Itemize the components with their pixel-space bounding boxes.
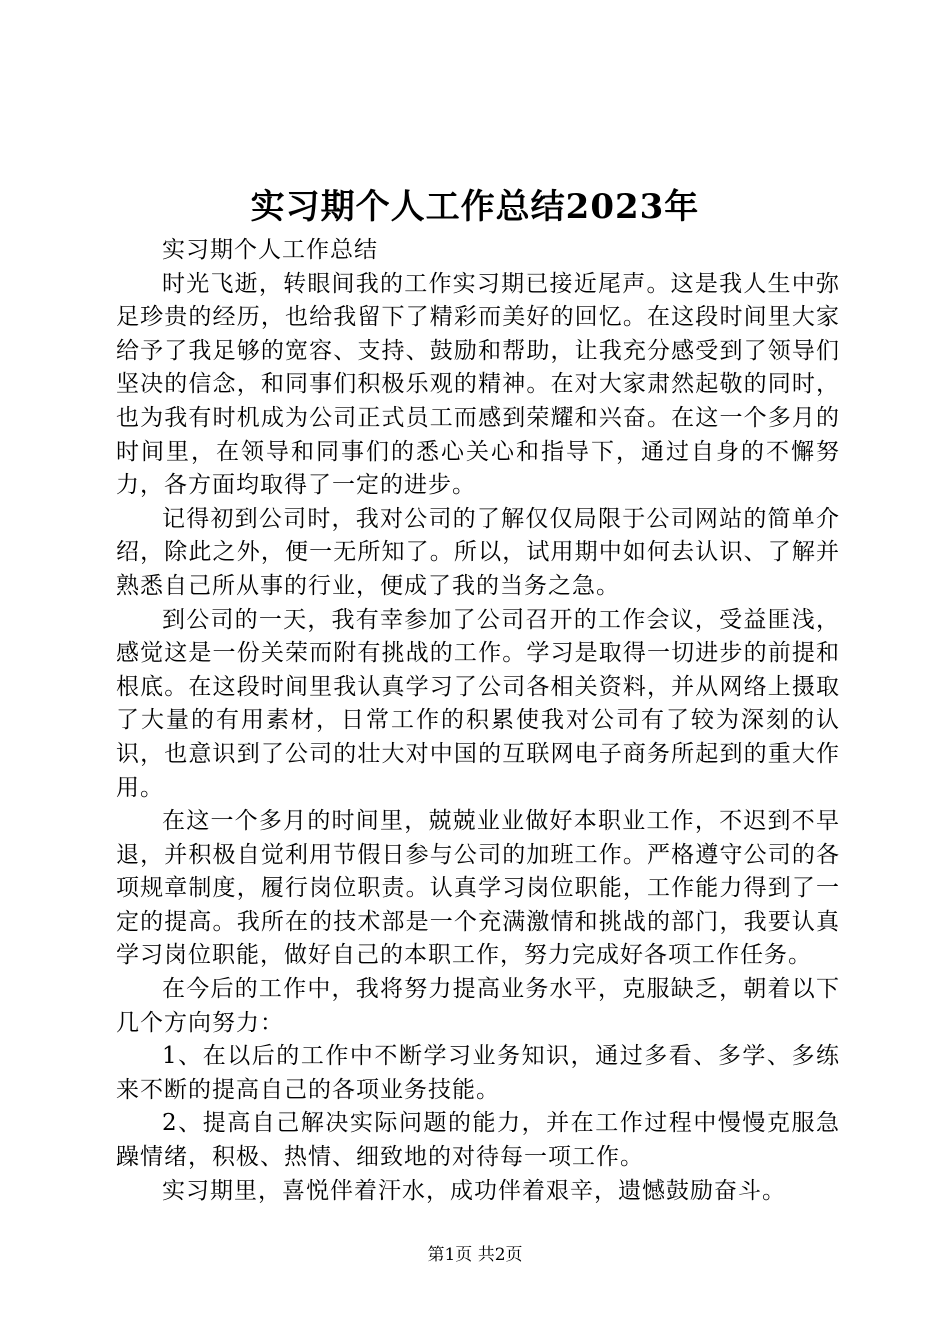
page-footer: 第1页 共2页: [427, 1245, 523, 1265]
paragraph-first-days: 记得初到公司时，我对公司的了解仅仅局限于公司网站的简单介绍，除此之外，便一无所知了。所以，试用期中如何去认识、了解并熟悉自己所从事的行业，便成了我的当务之急。: [116, 505, 840, 599]
paragraph-closing: 实习期里，喜悦伴着汗水，成功伴着艰辛，遗憾鼓励奋斗。: [162, 1177, 786, 1204]
paragraph-item-2: 2、提高自己解决实际问题的能力，并在工作过程中慢慢克服急躁情绪，积极、热情、细致地的对待每一项工作。: [116, 1110, 840, 1171]
document-title: 实习期个人工作总结2023年: [250, 187, 700, 227]
paragraph-intro: 时光飞逝，转眼间我的工作实习期已接近尾声。这是我人生中弥足珍贵的经历，也给我留下了精彩而美好的回忆。在这段时间里大家给予了我足够的宽容、支持、鼓励和帮助，让我充分感受到了领导们坚决的信念，和同事们积极乐观的精神。在对大家肃然起敬的同时，也为我有时机成为公司正式员工而感到荣耀和兴奋。在这一个多月的时间里，在领导和同事们的悉心关心和指导下，通过自身的不懈努力，各方面均取得了一定的进步。: [116, 270, 840, 499]
paragraph-item-1: 1、在以后的工作中不断学习业务知识，通过多看、多学、多练来不断的提高自己的各项业务技能。: [116, 1043, 840, 1103]
paragraph-future: 在今后的工作中，我将努力提高业务水平，克服缺乏，朝着以下几个方向努力：: [116, 976, 840, 1036]
paragraph-duties: 在这一个多月的时间里，兢兢业业做好本职业工作，不迟到不早退，并积极自觉利用节假日参与公司的加班工作。严格遵守公司的各项规章制度，履行岗位职责。认真学习岗位职能，工作能力得到了一定的提高。我所在的技术部是一个充满激情和挑战的部门，我要认真学习岗位职能，做好自己的本职工作，努力完成好各项工作任务。: [116, 808, 840, 969]
document-body: [116, 234, 840, 1208]
paragraph-meeting: 到公司的一天，我有幸参加了公司召开的工作会议，受益匪浅，感觉这是一份关荣而附有挑战的工作。学习是取得一切进步的前提和根底。在这段时间里我认真学习了公司各相关资料，并从网络上摄取了大量的有用素材，日常工作的积累使我对公司有了较为深刻的认识，也意识到了公司的壮大对中国的互联网电子商务所起到的重大作用。: [116, 606, 840, 801]
paragraph-subtitle: 实习期个人工作总结: [162, 237, 378, 263]
